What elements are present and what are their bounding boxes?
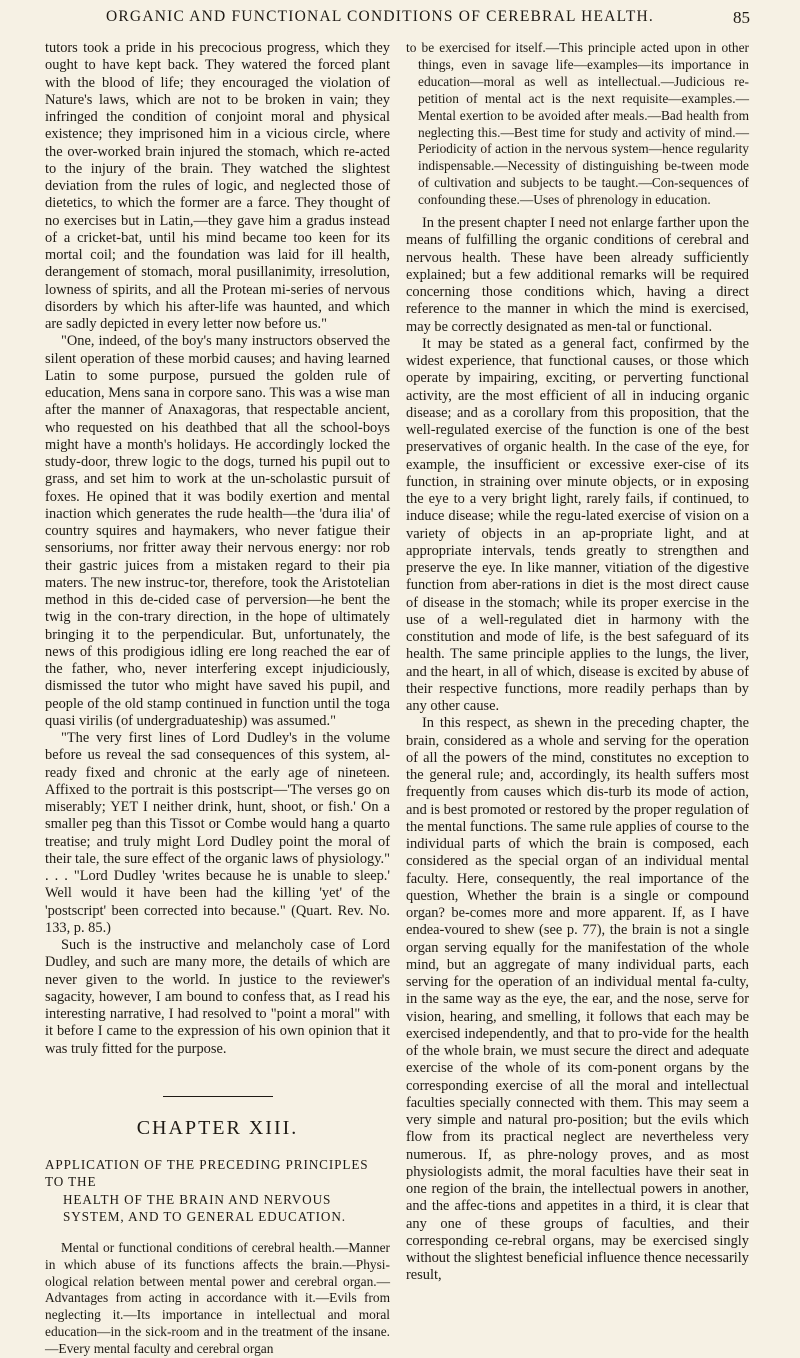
left-paragraph-2: "One, indeed, of the boy's many instructors observed the silent operation of these morbid causes; and having learned Latin to some purpose, pursued the golden rule of education, Mens sana in corpore sano. This was a wise man after the manner of Anaxagoras, that respectable ancient, who requested on his deathbed that all the school-boys might have a month's holidays. He accordingly locked the study-door, threw logic to the dogs, turned his pupil out to grass, and set him to work at the un-scholastic pursuit of foxes. He opined that it was bodily exertion and mental inaction which generates the rude health—the 'dura ilia' of country squires and haymakers, who never fatigue their sensoriums, nor fritter away their nervous energy: nor rob their gastric juices from a mistaken regard to their pia maters. The new instruc-tor, therefore, took the Aristotelian method in this de-cided case of perversion—he bent the twig in the con-trary direction, in the hope of ultimately bringing it to the perpendicular. But, unfortunately, the news of this prodigious idling ere long reached the ear of the father, who, never interfering except injudiciously, dismissed the tutor who might have saved his pupil, and people of the old stamp continued in function until the toga quasi virilis (of undergraduateship) was assumed."	[45, 333, 390, 729]
running-head: ORGANIC AND FUNCTIONAL CONDITIONS OF CEREBRAL HEALTH.	[106, 8, 654, 25]
right-paragraph-3: In this respect, as shewn in the preceding chapter, the brain, considered as a whole and serving for the operation of all the powers of the mind, constitutes no exception to the general rule; and, accordingly, its health suffers most frequently from causes which dis-turb its mode of action, and is best promoted or restored by the proper regulation of the mental functions. The same rule applies of course to the individual parts of which the brain is composed, each considered as the special organ of an individual mental faculty. Here, consequently, the real importance of the question, Whether the brain is a single or compound organ? be-comes more and more apparent. If, as I have endea-voured to shew (see p. 77), the brain is not a single organ serving equally for the manifestation of the whole mind, but an aggregate of many individual parts, each serving for the operation of an individual mental fa-culty, in the same way as the eye, the ear, and the nose, serve for vision, hearing, and smelling, it follows that each may be exercised independently, and that to pro-vide for the health of the whole brain, we must secure the direct and adequate exercise of the whole of its com-ponent organs by the corresponding exercise of all the moral and intellectual faculties specially connected with them. This may seem a very simple and natural pro-position; but the evils which flow from its practical neglect are nevertheless very numerous. If, as phre-nology proves, and as most physiologists admit, the moral faculties have their seat in one region of the brain, the intellectual powers in another, and the affec-tions and appetites in a third, it is clear that any one of these groups of faculties, and their corresponding ce-rebral organs, may be exercised singly without the slightest beneficial influence thence necessarily result,	[406, 715, 750, 1284]
left-paragraph-3: "The very first lines of Lord Dudley's in the volume before us reveal the sad consequences of this system, al-ready fixed and chronic at the early age of nineteen. Affixed to the portrait is this postscript—'The verses go on miserably; YET I neither drink, hunt, shoot, or fish.' On a smaller peg than this Tissot or Combe would hang a quarto treatise; and truly might Lord Dudley point the moral of their tale, the sure effect of the organic laws of physiology." . . . "Lord Dudley 'writes because he is unable to sleep.' Well would it have been had the killing 'yet' of the 'postscript' been corrected into because." (Quart. Rev. No. 133, p. 85.)	[45, 730, 390, 936]
right-paragraph-1: In the present chapter I need not enlarge farther upon the means of fulfilling the organic conditions of cerebral and nervous health. These have been already sufficiently explained; but a few additional remarks will be required concerning those conditions which, having a direct reference to the manner in which the mind is exercised, may be correctly designated as men-tal or functional.	[406, 215, 749, 335]
right-column	[406, 40, 749, 1285]
chapter-heading-line-2: HEALTH OF THE BRAIN AND NERVOUS SYSTEM, AND TO GENERAL EDUCATION.	[63, 1191, 346, 1225]
section-divider	[163, 1096, 273, 1097]
left-paragraph-4: Such is the instructive and melancholy case of Lord Dudley, and such are many more, the details of which are never given to the world. In justice to the reviewer's sagacity, however, I am bound to confess that, as I read his interesting narrative, I had resolved to "point a moral" with it before I came to the expression of his own opinion that it was truly fitted for the purpose.	[45, 937, 390, 1057]
chapter-heading	[45, 1156, 390, 1226]
chapter-title: CHAPTER XIII.	[136, 1116, 299, 1139]
page-number: 85	[733, 8, 750, 27]
left-paragraph-1: tutors took a pride in his precocious progress, which they ought to have kept back. They watered the forced plant with the blood of life; they encouraged the violation of Nature's laws, which are not to be broken in vain; they infringed the condition of conjoint moral and physical existence; they imprisoned him in a vicious circle, where the over-worked brain injured the stomach, which re-acted to the injury of the brain. They watched the slightest deviation from the rules of logic, and neglected those of dietetics, to which the former are a farce. They thought of no exercises but in Latin,—they gave him a gradus instead of a cricket-bat, until his mind became too keen for its mortal coil; and the foundation was laid for ill health, derangement of stomach, moral pusillanimity, irresolution, lowness of spirits, and all the Protean mi-series of nervous disorders by which his after-life was haunted, and which are sadly depicted in every letter now before us."	[45, 40, 390, 332]
right-paragraph-2: It may be stated as a general fact, confirmed by the widest experience, that functional causes, or those which operate by impairing, exciting, or perverting functional activity, are the most efficient of all in inducing organic disease; and as a corollary from this proposition, that the well-regulated exercise of the function is one of the best preservatives of organic health. In the case of the eye, for example, the insufficient or excessive exer-cise of its function, in straining over minute objects, or in exposing the eye to a very bright light, rarely fails, if continued, to induce disease; while the regu-lated exercise of vision on a variety of objects in an ap-propriate light, and at appropriate intervals, tends greatly to strengthen and preserve the eye. In like manner, vitiation of the digestive function from aber-rations in diet is the most direct cause of disease in the stomach; while its proper exercise in the use of a well-regulated diet in harmony with the constitution and mode of life, is the best safeguard of its health. The same principle applies to the lungs, the liver, and the heart, in all of which, disease is excited by abuse of their respective functions, more readily perhaps than by any other cause.	[406, 335, 749, 715]
chapter-heading-line-1: APPLICATION OF THE PRECEDING PRINCIPLES TO THE	[45, 1156, 369, 1190]
chapter-summary-continued: to be exercised for itself.—This principle acted upon in other things, even in savage life—examples—its importance in education—moral as well as intellectual.—Judicious re-petition of mental act is the next requisite—examples.—Mental exertion to be avoided after meals.—Bad health from neglecting this.—Best time for study and activity of mind.—Periodicity of action in the nervous system—hence regularity indispensable.—Necessity of distinguishing be-tween mode of cultivation and subjects to be taught.—Con-sequences of confounding these.—Uses of phrenology in education.	[406, 40, 749, 208]
left-column	[45, 40, 390, 1358]
chapter-summary-start: Mental or functional conditions of cerebral health.—Manner in which abuse of its functions affects the brain.—Physi-ological relation between mental power and cerebral organ.—Advantages from acting in accordance with it.—Evils from neglecting it.—Its importance in intellectual and moral education—in the sick-room and in the treatment of the insane.—Every mental faculty and cerebral organ	[45, 1239, 390, 1357]
